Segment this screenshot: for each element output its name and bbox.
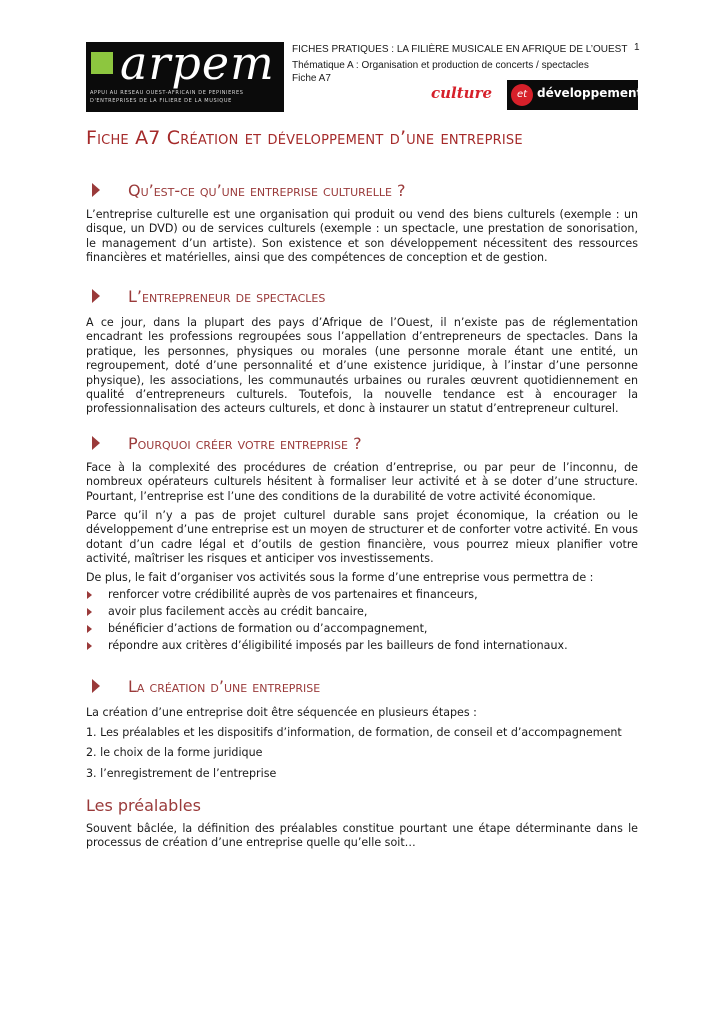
list-item: [86, 622, 638, 639]
step-item: 2. le choix de la forme juridique: [86, 746, 263, 759]
paragraph: De plus, le fait d’organiser vos activités sous la forme d’une entreprise vous permettra de :: [86, 571, 594, 584]
section-heading-1: [92, 181, 652, 200]
list-item-text: répondre aux critères d’éligibilité imposés par les bailleurs de fond internationaux.: [108, 639, 568, 652]
paragraph: La création d’une entreprise doit être séquencée en plusieurs étapes :: [86, 706, 477, 719]
page-title: Fiche A7 Création et développement d’une entreprise: [86, 127, 523, 149]
page-header: [86, 42, 643, 112]
section-heading-2: [92, 287, 652, 306]
header-fiche: Fiche A7: [292, 73, 331, 84]
logo-square-icon: [91, 52, 113, 74]
list-item-text: avoir plus facilement accès au crédit bancaire,: [108, 605, 368, 618]
section-heading-4: [92, 677, 652, 696]
logo-tagline-2: D'ENTREPRISES DE LA FILIERE DE LA MUSIQUE: [90, 98, 232, 104]
paragraph: Face à la complexité des procédures de création d’entreprise, ou par peur de l’inconnu, de nombreux opérateurs culturels hésitent à formaliser leur activité et à se doter d’une structure. Pourtant, l’entreprise est l’une des conditions de la durabilité de votre activité économique.: [86, 461, 638, 503]
section-heading-text: La création d’une entreprise: [128, 677, 321, 696]
section-heading-text: L’entrepreneur de spectacles: [128, 287, 326, 306]
list-item: [86, 639, 638, 656]
arpem-logo: [86, 42, 284, 112]
logo-tagline: [90, 89, 280, 105]
logo-tagline-1: APPUI AU RESEAU OUEST-AFRICAIN DE PEPINIERES: [90, 90, 244, 96]
partner-et-badge: et: [511, 84, 533, 106]
section-triangle-icon: [92, 436, 100, 450]
header-text: [292, 43, 636, 85]
section-heading-3: [92, 434, 652, 453]
header-theme: Thématique A : Organisation et production de concerts / spectacles: [292, 60, 589, 71]
step-item: 3. l’enregistrement de l’entreprise: [86, 767, 277, 780]
paragraph: Parce qu’il n’y a pas de projet culturel durable sans projet économique, la création ou le développement d’une entreprise est un moyen de structurer et de conforter votre activité. En vous dotant d’un cadre légal et d’outils de gestion financière, vous pourrez mieux planifier votre activité, maîtriser les risques et anticiper vos investissements.: [86, 509, 638, 566]
culture-developpement-logo: [431, 80, 643, 110]
list-item-text: bénéficier d’actions de formation ou d’accompagnement,: [108, 622, 428, 635]
section-triangle-icon: [92, 289, 100, 303]
paragraph: L’entreprise culturelle est une organisation qui produit ou vend des biens culturels (exemple : un disque, un DVD) ou de services culturels (exemple : un spectacle, une prestation de sonorisation, le management d’un artiste). Son existence et son développement nécessitent des ressources financières et matérielles, ainsi que des compétences de conception et de gestion.: [86, 208, 638, 265]
partner-developpement: développement: [537, 86, 643, 100]
benefits-list: [86, 588, 638, 656]
partner-box: [507, 80, 643, 110]
section-triangle-icon: [92, 183, 100, 197]
logo-text: arpem: [120, 42, 275, 90]
section-heading-text: Pourquoi créer votre entreprise ?: [128, 434, 362, 453]
step-item: 1. Les préalables et les dispositifs d’information, de formation, de conseil et d’accompagnement: [86, 726, 622, 739]
list-item: [86, 588, 638, 605]
header-series: FICHES PRATIQUES : LA FILIÈRE MUSICALE EN AFRIQUE DE L’OUEST: [292, 44, 628, 55]
bullet-triangle-icon: [87, 608, 92, 616]
section-triangle-icon: [92, 679, 100, 693]
paragraph: Souvent bâclée, la définition des préalables constitue pourtant une étape déterminante dans le processus de création d’une entreprise quelle qu’elle soit…: [86, 822, 638, 850]
list-item-text: renforcer votre crédibilité auprès de vos partenaires et financeurs,: [108, 588, 478, 601]
page-number: 1: [634, 42, 640, 53]
partner-culture: culture: [431, 84, 493, 102]
paragraph: A ce jour, dans la plupart des pays d’Afrique de l’Ouest, il n’existe pas de réglementation encadrant les professions regroupées sous l’appellation d’entrepreneurs de spectacles. Dans la pratique, les personnes, physiques ou morales (une personne morale étant une entité, un regroupement, doté d’une personnalité et d’une existence juridique, à l’instar d’une personne physique), les associations, les communautés urbaines ou rurales œuvrent quotidiennement en qualité d’entrepreneurs culturels. Toutefois, la nouvelle tendance est à encourager la professionnalisation des acteurs culturels, et donc à instaurer un statut d’entrepreneur culturel.: [86, 316, 638, 416]
bullet-triangle-icon: [87, 591, 92, 599]
bullet-triangle-icon: [87, 625, 92, 633]
subsection-heading: Les préalables: [86, 796, 201, 815]
list-item: [86, 605, 638, 622]
section-heading-text: Qu’est-ce qu’une entreprise culturelle ?: [128, 181, 406, 200]
bullet-triangle-icon: [87, 642, 92, 650]
